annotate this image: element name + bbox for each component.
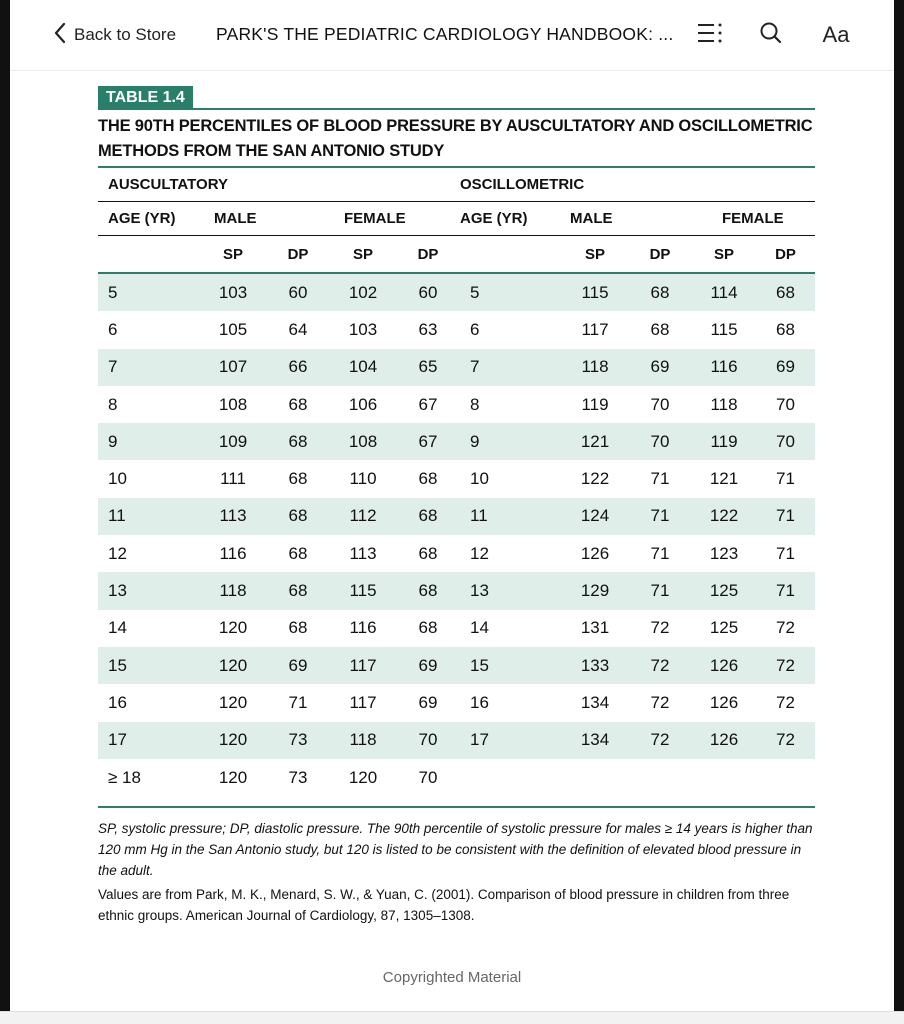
sp-header: SP bbox=[200, 236, 266, 274]
table-cell: 70 bbox=[628, 423, 692, 460]
table-cell: 118 bbox=[330, 722, 396, 759]
table-cell: 126 bbox=[692, 722, 756, 759]
table-cell: 112 bbox=[330, 498, 396, 535]
table-cell: 68 bbox=[266, 498, 330, 535]
table-cell: 71 bbox=[650, 469, 670, 489]
table-cell: ≥ 18 bbox=[108, 767, 141, 787]
table-tag-row bbox=[95, 84, 815, 110]
table-cell: 126 bbox=[692, 647, 756, 684]
table-cell: 67 bbox=[396, 423, 460, 460]
table-cell: 120 bbox=[200, 647, 266, 684]
table-title: THE 90TH PERCENTILES OF BLOOD PRESSURE BY AUSCULTATORY AND OSCILLOMETRIC METHODS FROM THE SAN ANTONIO STUDY bbox=[98, 117, 813, 160]
table-cell: 71 bbox=[776, 543, 795, 563]
table-cell: 105 bbox=[218, 319, 248, 339]
dp-header: DP bbox=[266, 236, 330, 274]
table-cell: 16 bbox=[108, 692, 127, 712]
sp-header: SP bbox=[692, 236, 756, 274]
table-footnote: SP, systolic pressure; DP, diastolic pressure. The 90th percentile of systolic pressure for males ≥ 14 years is higher than 120 mm Hg in the San Antonio study, but 120 is listed to be consistent with the definition of elevated blood pressure in the adult. bbox=[98, 821, 813, 879]
column-label-row bbox=[98, 236, 815, 274]
table-cell: 16 bbox=[470, 692, 489, 712]
table-cell: 124 bbox=[562, 498, 628, 535]
table-row bbox=[98, 722, 815, 759]
table-cell: 120 bbox=[200, 722, 266, 759]
dp-header: DP bbox=[396, 236, 460, 274]
table-of-contents-icon bbox=[696, 20, 726, 51]
table-cell: 5 bbox=[98, 273, 200, 311]
table-cell: 6 bbox=[108, 319, 118, 339]
table-cell: 108 bbox=[330, 423, 396, 460]
table-cell: 72 bbox=[628, 722, 692, 759]
table-cell: 116 bbox=[219, 543, 247, 563]
tag-rule bbox=[98, 108, 815, 110]
auscultatory-header: AUSCULTATORY bbox=[98, 168, 460, 202]
table-cell: 70 bbox=[418, 767, 438, 787]
table-cell: 71 bbox=[776, 469, 795, 489]
table-cell: 120 bbox=[218, 618, 248, 638]
table-cell: 10 bbox=[470, 469, 489, 489]
table-cell: 14 bbox=[470, 618, 489, 638]
back-to-store-button[interactable] bbox=[52, 20, 176, 50]
table-cell: 68 bbox=[418, 618, 438, 638]
table-cell: 111 bbox=[220, 469, 246, 489]
table-cell: 134 bbox=[562, 722, 628, 759]
table-cell: 71 bbox=[756, 572, 815, 609]
table-cell: 73 bbox=[288, 767, 308, 787]
table-cell: 103 bbox=[200, 273, 266, 311]
female-header: FEMALE bbox=[692, 202, 815, 236]
table-cell: 72 bbox=[650, 618, 670, 638]
left-edge bbox=[0, 0, 10, 1012]
table-cell: 69 bbox=[396, 647, 460, 684]
table-cell: 73 bbox=[266, 722, 330, 759]
table-cell: 68 bbox=[288, 543, 308, 563]
table-cell: 125 bbox=[709, 618, 739, 638]
table-cell: 10 bbox=[108, 469, 127, 489]
table-cell: 120 bbox=[348, 767, 378, 787]
dp-header: DP bbox=[628, 236, 692, 274]
sp-header: SP bbox=[330, 236, 396, 274]
table-cell: 117 bbox=[330, 647, 396, 684]
table-row bbox=[98, 460, 815, 497]
table-cell: 68 bbox=[776, 319, 795, 339]
table-cell: 72 bbox=[776, 692, 795, 712]
blank-header bbox=[98, 236, 200, 274]
table-cell: 68 bbox=[396, 572, 460, 609]
table-cell: 70 bbox=[396, 722, 460, 759]
table-cell: 109 bbox=[200, 423, 266, 460]
table-cell: 70 bbox=[776, 394, 795, 414]
table-cell: 115 bbox=[330, 572, 396, 609]
table-cell: 63 bbox=[418, 319, 438, 339]
table-cell: 115 bbox=[562, 273, 628, 311]
table-cell bbox=[562, 759, 628, 796]
table-row bbox=[98, 273, 815, 311]
table-cell bbox=[756, 759, 815, 796]
table-cell: 117 bbox=[581, 319, 609, 339]
table-cell: 71 bbox=[288, 692, 308, 712]
table-cell: 110 bbox=[349, 469, 377, 489]
table-row bbox=[98, 423, 815, 460]
table-cell: 120 bbox=[218, 692, 248, 712]
table-cell: 131 bbox=[580, 618, 610, 638]
table-cell: 68 bbox=[418, 543, 438, 563]
table-row bbox=[98, 311, 815, 348]
table-cell: 115 bbox=[710, 319, 738, 339]
table-cell: 126 bbox=[580, 543, 610, 563]
table-cell: 68 bbox=[628, 273, 692, 311]
table-cell: 114 bbox=[692, 273, 756, 311]
table-cell: 68 bbox=[756, 273, 815, 311]
table-cell: 11 bbox=[98, 498, 200, 535]
table-cell: 120 bbox=[218, 767, 248, 787]
table-cell: 15 bbox=[98, 647, 200, 684]
table-cell: 122 bbox=[692, 498, 756, 535]
table-cell: 7 bbox=[460, 349, 562, 386]
table-cell: 13 bbox=[460, 572, 562, 609]
table-row bbox=[98, 498, 815, 535]
table-row bbox=[98, 610, 815, 647]
table-cell: 68 bbox=[288, 618, 308, 638]
table-cell: 7 bbox=[98, 349, 200, 386]
table-cell: 15 bbox=[460, 647, 562, 684]
group-header-row bbox=[98, 168, 815, 202]
table-cell: 9 bbox=[98, 423, 200, 460]
table-cell: 122 bbox=[580, 469, 610, 489]
table-cell: 72 bbox=[650, 692, 670, 712]
table-cell: 113 bbox=[349, 543, 377, 563]
table-body bbox=[98, 273, 815, 796]
table-cell: 119 bbox=[581, 394, 609, 414]
table-cell: 9 bbox=[460, 423, 562, 460]
table-cell: 72 bbox=[756, 647, 815, 684]
table-cell: 108 bbox=[218, 394, 248, 414]
table-cell bbox=[628, 759, 692, 796]
table-cell: 107 bbox=[200, 349, 266, 386]
table-row bbox=[98, 684, 815, 721]
table-cell: 72 bbox=[756, 722, 815, 759]
table-cell: 125 bbox=[692, 572, 756, 609]
font-settings-button[interactable]: Aa bbox=[822, 22, 850, 47]
table-cell: 117 bbox=[349, 692, 377, 712]
table-cell: 17 bbox=[460, 722, 562, 759]
book-title: PARK'S THE PEDIATRIC CARDIOLOGY HANDBOOK: ... bbox=[216, 24, 674, 44]
sp-header: SP bbox=[562, 236, 628, 274]
table-cell: 133 bbox=[562, 647, 628, 684]
reader-toolbar bbox=[10, 0, 894, 71]
dp-header: DP bbox=[756, 236, 815, 274]
female-header: FEMALE bbox=[330, 202, 460, 236]
table-cell: 68 bbox=[396, 498, 460, 535]
book-page bbox=[95, 84, 815, 926]
chevron-left-icon bbox=[52, 21, 68, 50]
table-cell: 69 bbox=[628, 349, 692, 386]
table-cell: 68 bbox=[288, 469, 308, 489]
table-cell: 65 bbox=[396, 349, 460, 386]
bottom-edge bbox=[0, 1011, 904, 1024]
table-row bbox=[98, 349, 815, 386]
table-cell: 123 bbox=[709, 543, 739, 563]
table-cell: 129 bbox=[562, 572, 628, 609]
table-cell: 102 bbox=[330, 273, 396, 311]
search-button[interactable] bbox=[754, 20, 788, 50]
table-cell: 60 bbox=[396, 273, 460, 311]
table-cell: 71 bbox=[628, 572, 692, 609]
table-cell: 68 bbox=[266, 572, 330, 609]
table-cell: 11 bbox=[460, 498, 562, 535]
table-cell: 68 bbox=[418, 469, 438, 489]
table-cell: 68 bbox=[650, 319, 670, 339]
table-cell: 126 bbox=[709, 692, 739, 712]
table-cell: 121 bbox=[709, 469, 739, 489]
table-row bbox=[98, 759, 815, 796]
table-cell: 134 bbox=[580, 692, 610, 712]
table-cell: 103 bbox=[348, 319, 378, 339]
table-cell: 118 bbox=[200, 572, 266, 609]
male-header: MALE bbox=[562, 202, 692, 236]
blank-header bbox=[460, 236, 562, 274]
table-cell: 118 bbox=[710, 394, 738, 414]
table-cell: 116 bbox=[349, 618, 377, 638]
table-cell: 70 bbox=[756, 423, 815, 460]
table-cell: 6 bbox=[470, 319, 480, 339]
age-header: AGE (YR) bbox=[98, 202, 200, 236]
table-cell: 68 bbox=[288, 394, 308, 414]
table-cell: 116 bbox=[692, 349, 756, 386]
table-cell: 14 bbox=[108, 618, 127, 638]
table-cell bbox=[460, 759, 562, 796]
table-cell: 119 bbox=[692, 423, 756, 460]
table-end-rule bbox=[98, 806, 815, 808]
table-row bbox=[98, 572, 815, 609]
table-source: Values are from Park, M. K., Menard, S. W., & Yuan, C. (2001). Comparison of blood pressure in children from three ethnic groups. American Journal of Cardiology, 87, 1305–1308. bbox=[98, 887, 790, 924]
table-cell: 60 bbox=[266, 273, 330, 311]
table-cell: 106 bbox=[348, 394, 378, 414]
table-row bbox=[98, 647, 815, 684]
table-cell: 68 bbox=[266, 423, 330, 460]
table-cell: 17 bbox=[98, 722, 200, 759]
oscillometric-header: OSCILLOMETRIC bbox=[460, 168, 815, 202]
right-edge bbox=[894, 0, 904, 1012]
male-header: MALE bbox=[200, 202, 330, 236]
table-cell: 8 bbox=[108, 394, 118, 414]
table-of-contents-button[interactable] bbox=[694, 20, 728, 50]
table-cell bbox=[692, 759, 756, 796]
search-icon bbox=[758, 20, 784, 51]
table-cell: 118 bbox=[562, 349, 628, 386]
back-to-store-label: Back to Store bbox=[74, 25, 177, 44]
table-number-tag: TABLE 1.4 bbox=[98, 86, 193, 110]
copyright-notice: Copyrighted Material bbox=[382, 969, 522, 986]
age-header: AGE (YR) bbox=[460, 202, 562, 236]
table-cell: 71 bbox=[756, 498, 815, 535]
table-cell: 5 bbox=[460, 273, 562, 311]
table-cell: 12 bbox=[108, 543, 127, 563]
table-cell: 13 bbox=[98, 572, 200, 609]
table-cell: 70 bbox=[650, 394, 670, 414]
table-cell: 72 bbox=[628, 647, 692, 684]
table-cell: 71 bbox=[650, 543, 670, 563]
table-cell: 67 bbox=[418, 394, 438, 414]
table-cell: 66 bbox=[266, 349, 330, 386]
table-cell: 69 bbox=[266, 647, 330, 684]
table-cell: 8 bbox=[470, 394, 480, 414]
table-cell: 12 bbox=[470, 543, 489, 563]
table-cell: 69 bbox=[418, 692, 438, 712]
table-cell: 64 bbox=[288, 319, 308, 339]
sub-header-row bbox=[98, 202, 815, 236]
table-cell: 71 bbox=[628, 498, 692, 535]
table-cell: 69 bbox=[756, 349, 815, 386]
blood-pressure-table bbox=[98, 168, 815, 796]
table-cell: 72 bbox=[776, 618, 795, 638]
table-cell: 113 bbox=[200, 498, 266, 535]
table-cell: 104 bbox=[330, 349, 396, 386]
table-row bbox=[98, 535, 815, 572]
table-row bbox=[98, 386, 815, 423]
table-cell: 121 bbox=[562, 423, 628, 460]
